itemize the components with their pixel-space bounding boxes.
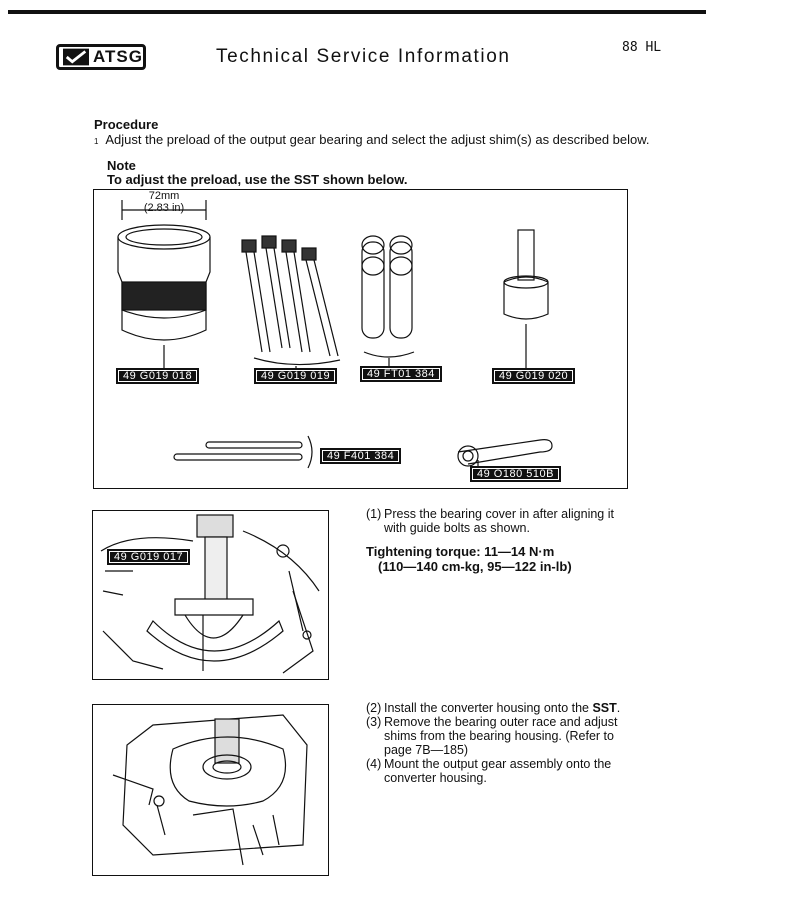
sst-tools-illustration <box>94 190 626 487</box>
tag-49-o180-510b: 49 O180 510B <box>470 466 561 482</box>
step-2-after: . <box>616 701 621 715</box>
step-1 <box>366 507 636 535</box>
step-2 <box>366 701 636 715</box>
step-3 <box>366 715 636 757</box>
step-1-text: Press the bearing cover in after aligning it with guide bolts as shown. <box>384 507 614 535</box>
step-3-number: (3) <box>366 715 382 729</box>
dimension-mm: 72mm <box>148 190 180 202</box>
procedure-heading: Procedure <box>94 117 159 132</box>
step-3-text: Remove the bearing outer race and adjust shims from the bearing housing. (Refer to page 7B—185) <box>384 715 618 757</box>
tag-49-g019-020: 49 G019 020 <box>492 368 575 384</box>
tag-49-g019-017: 49 G019 017 <box>107 549 190 565</box>
header-title: Technical Service Information <box>216 46 511 67</box>
torque-label: Tightening torque: 11—14 N·m <box>366 544 555 559</box>
step-2-bold: SST <box>592 701 617 715</box>
tag-49-f401-384: 49 F401 384 <box>320 448 401 464</box>
step-1-number: (1) <box>366 507 382 521</box>
tag-49-ft01-384: 49 FT01 384 <box>360 366 442 382</box>
atsg-logo <box>56 44 146 70</box>
step-marker: 1 <box>94 137 99 146</box>
bearing-cover-figure <box>92 510 329 680</box>
step-4 <box>366 757 636 785</box>
tag-49-g019-019: 49 G019 019 <box>254 368 337 384</box>
torque-values: (110—140 cm-kg, 95—122 in-lb) <box>378 559 572 574</box>
dimension-label <box>136 190 192 214</box>
note-text: To adjust the preload, use the SST shown below. <box>107 172 408 187</box>
sst-tools-panel <box>93 189 628 489</box>
step-2-number: (2) <box>366 701 382 715</box>
steps-2-to-4 <box>366 701 636 785</box>
step-4-number: (4) <box>366 757 382 771</box>
procedure-step-text: Adjust the preload of the output gear bearing and select the adjust shim(s) as described below. <box>105 132 650 147</box>
converter-housing-illustration <box>93 705 327 874</box>
logo-text: ATSG <box>93 47 143 66</box>
top-rule <box>8 10 706 14</box>
checkmark-icon <box>63 48 89 66</box>
dimension-in: (2.83 in) <box>143 202 185 214</box>
step-4-text: Mount the output gear assembly onto the converter housing. <box>384 757 612 785</box>
note-heading: Note <box>107 158 136 173</box>
step-2-text: Install the converter housing onto the <box>384 701 593 715</box>
tightening-torque <box>366 544 572 574</box>
page-number: 88 HL <box>622 40 662 55</box>
tag-49-g019-018: 49 G019 018 <box>116 368 199 384</box>
converter-housing-figure <box>92 704 329 876</box>
bearing-cover-illustration <box>93 511 327 678</box>
procedure-step <box>94 132 650 147</box>
